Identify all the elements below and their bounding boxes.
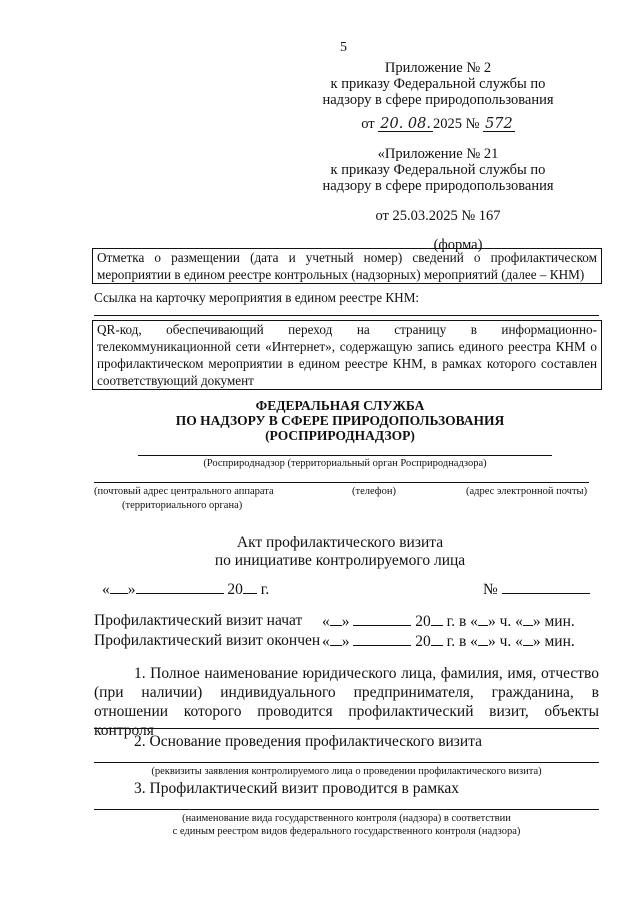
- address-line: [94, 482, 589, 483]
- qr-code-box: QR-код, обеспечивающий переход на страницу в информационно-телекоммуникационной сети «Интернет», содержащую запись единого реестра КНМ о профилактическом мероприятии в едином реестре КНМ, в рамках которого составлен соответствующий документ: [92, 320, 602, 390]
- email-caption: (адрес электронной почты): [466, 486, 588, 497]
- minute-suffix: » мин.: [532, 633, 575, 650]
- visit-end-values: [322, 632, 575, 651]
- visit-end-label: Профилактический визит окончен: [94, 632, 321, 649]
- act-title: [120, 534, 560, 570]
- quote-open: «: [322, 633, 330, 650]
- hour-suffix: » ч. «: [487, 633, 523, 650]
- handwritten-date: 20. 08.: [380, 116, 431, 132]
- appendix-2-header: [288, 60, 588, 132]
- quote-close: »: [127, 581, 136, 598]
- item-1-text: 1. Полное наименование юридического лица, фамилия, имя, отчество (при наличии) индивидуального предпринимателя, гражданина, в отношении которого проводится профилактический визит, объекты контроля: [94, 665, 599, 739]
- month-blank: [353, 632, 411, 646]
- item-2-text: 2. Основание проведения профилактического визита: [134, 733, 483, 750]
- quote-open: «: [102, 581, 110, 598]
- quote-close: »: [341, 633, 350, 650]
- hour-suffix: » ч. «: [487, 613, 523, 630]
- postal-address-caption: (почтовый адрес центрального аппарата: [94, 486, 274, 497]
- agency-line-1: ФЕДЕРАЛЬНАЯ СЛУЖБА: [255, 398, 425, 413]
- year-prefix: 20: [415, 633, 431, 650]
- date-year: 2025 №: [432, 116, 480, 132]
- month-blank: [136, 580, 224, 594]
- agency-caption: (Росприроднадзор (территориальный орган Росприроднадзора): [203, 458, 487, 469]
- registry-link-line: [94, 315, 599, 316]
- page-number: 5: [340, 40, 347, 55]
- phone-caption: (телефон): [352, 486, 396, 497]
- appendix-21-title: «Приложение № 21: [377, 146, 499, 162]
- act-number-line: [483, 580, 590, 599]
- year-prefix: 20: [415, 613, 431, 630]
- agency-line-3: (РОСПРИРОДНАДЗОР): [265, 428, 415, 443]
- agency-title: [120, 398, 560, 443]
- day-blank: [330, 632, 342, 646]
- registry-link-label: Ссылка на карточку мероприятия в едином реестре КНМ:: [94, 290, 420, 305]
- quote-close: »: [341, 613, 350, 630]
- year-blank: [431, 612, 443, 626]
- appendix-21-order: к приказу Федеральной службы по: [330, 162, 546, 178]
- appendix-21-header: [288, 146, 588, 253]
- registration-box: Отметка о размещении (дата и учетный номер) сведений о профилактическом мероприятии в едином реестре контрольных (надзорных) мероприятий (далее – КНМ): [92, 248, 602, 284]
- hour-blank: [478, 632, 488, 646]
- item-2-caption: (реквизиты заявления контролируемого лица о проведении профилактического визита): [151, 766, 542, 777]
- act-title-line-1: Акт профилактического визита: [236, 534, 444, 551]
- number-sign: №: [483, 581, 498, 598]
- appendix-2-date: [288, 116, 588, 132]
- item-3-text: 3. Профилактический визит проводится в рамках: [134, 780, 460, 797]
- act-title-line-2: по инициативе контролируемого лица: [214, 552, 466, 569]
- item-2-line: [94, 762, 599, 763]
- form-label: (форма): [433, 237, 483, 253]
- time-prefix: г. в «: [446, 633, 478, 650]
- item-3-caption-1: (наименование вида государственного контроля (надзора) в соответствии: [182, 813, 511, 824]
- minute-suffix: » мин.: [532, 613, 575, 630]
- year-blank: [243, 580, 257, 594]
- act-date-line: [102, 580, 269, 599]
- date-prefix: от: [361, 116, 375, 132]
- month-blank: [353, 612, 411, 626]
- year-suffix: г.: [260, 581, 270, 598]
- quote-open: «: [322, 613, 330, 630]
- visit-start-values: [322, 612, 575, 631]
- agency-name-line: [138, 455, 552, 456]
- minute-blank: [523, 632, 533, 646]
- item-3-caption-2: с единым реестром видов федерального государственного контроля (надзора): [172, 826, 521, 837]
- appendix-2-title: Приложение № 2: [384, 60, 492, 76]
- visit-start-label: Профилактический визит начат: [94, 612, 303, 629]
- minute-blank: [523, 612, 533, 626]
- agency-line-2: ПО НАДЗОРУ В СФЕРЕ ПРИРОДОПОЛЬЗОВАНИЯ: [175, 413, 505, 428]
- item-1-line: [94, 728, 599, 729]
- number-blank: [502, 580, 590, 594]
- appendix-21-service: надзору в сфере природопользования: [322, 178, 554, 194]
- postal-address-caption-2: (территориального органа): [122, 500, 243, 511]
- item-3-line: [94, 809, 599, 810]
- year-prefix: 20: [227, 581, 243, 598]
- handwritten-number: 572: [485, 116, 513, 132]
- day-blank: [110, 580, 128, 594]
- time-prefix: г. в «: [446, 613, 478, 630]
- year-blank: [431, 632, 443, 646]
- day-blank: [330, 612, 342, 626]
- appendix-21-date: от 25.03.2025 № 167: [375, 208, 501, 224]
- hour-blank: [478, 612, 488, 626]
- appendix-2-service: надзору в сфере природопользования: [322, 92, 554, 108]
- appendix-2-order: к приказу Федеральной службы по: [330, 76, 546, 92]
